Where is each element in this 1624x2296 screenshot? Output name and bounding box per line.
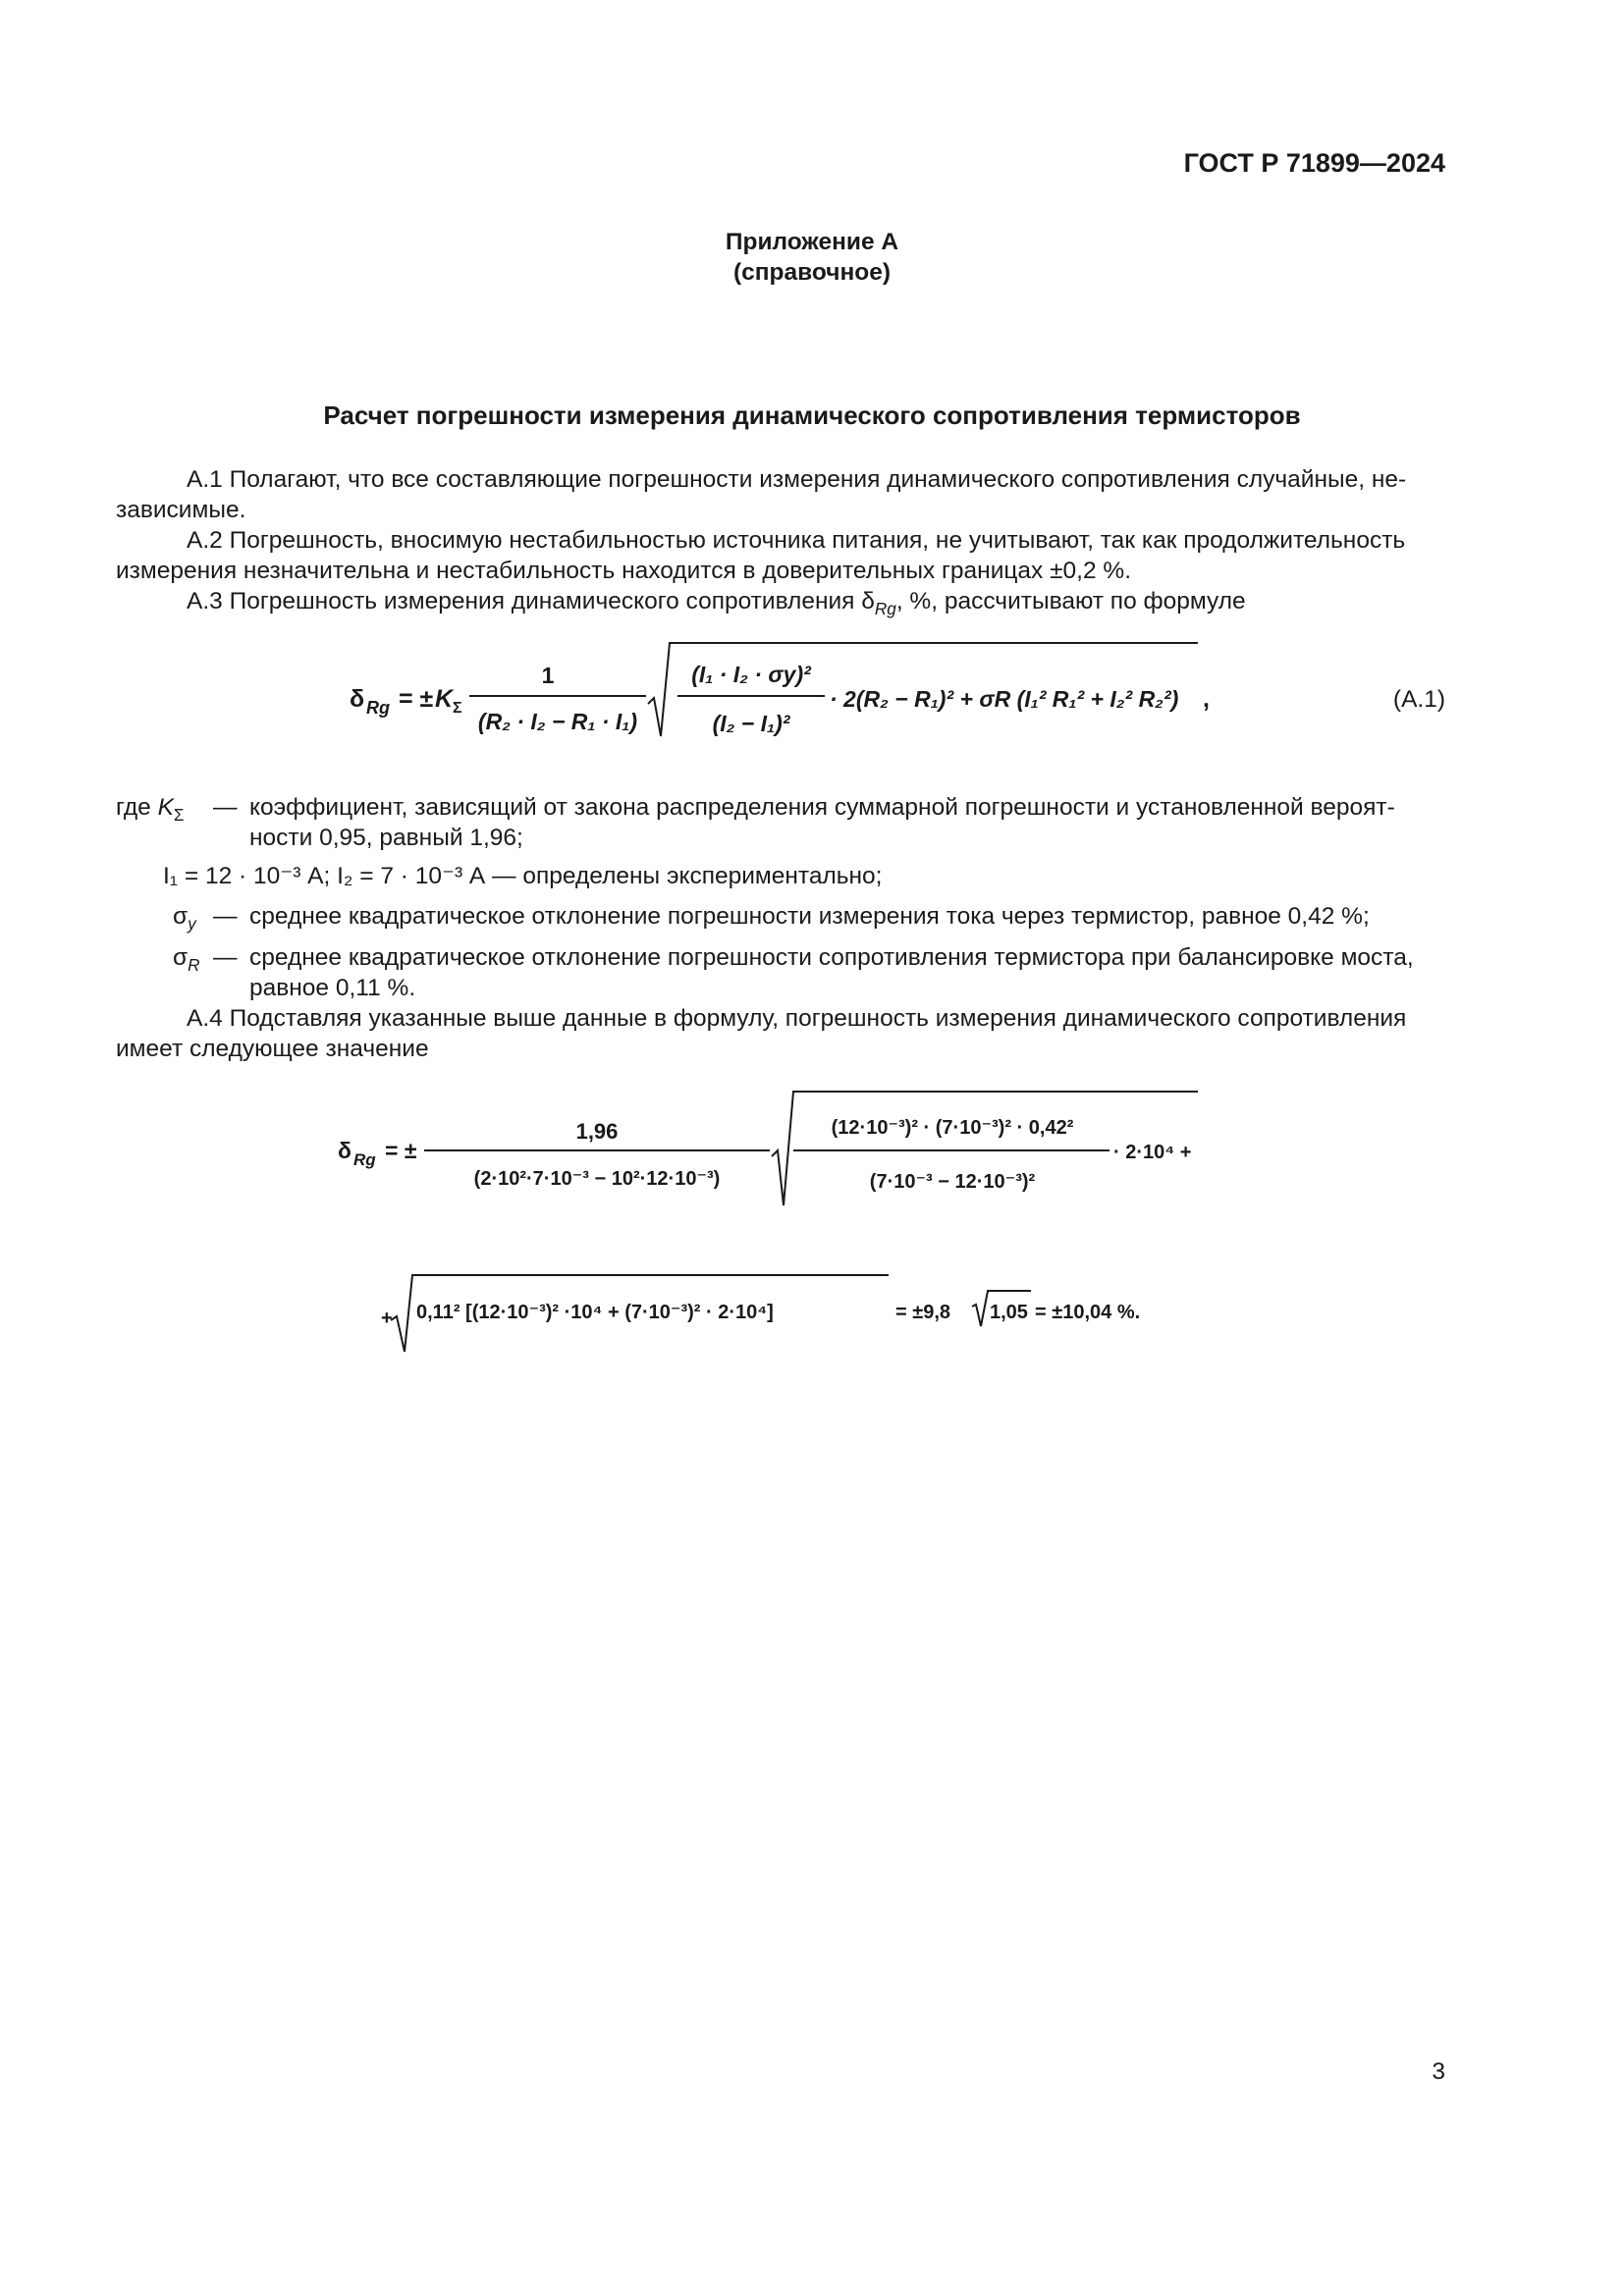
formula-a1-lhs-sub: Rg xyxy=(366,698,390,718)
definition-sigma-r-text-2: равное 0,11 %. xyxy=(249,975,416,1001)
formula-calc-lhs: δ xyxy=(338,1138,352,1163)
formula-a1 xyxy=(334,633,1218,756)
formula-calc-line2 xyxy=(373,1261,1198,1360)
section-title: Расчет погрешности измерения динамического сопротивления термисторов xyxy=(323,400,1301,430)
paragraph-a2-line1: А.2 Погрешность, вносимую нестабильностью источника питания, не учитывают, так как продолжительность xyxy=(187,527,1406,554)
appendix-note: (справочное) xyxy=(732,259,892,286)
formula-a1-sqrt-num: (I₁ · I₂ · σy)² xyxy=(691,662,811,687)
page-number: 3 xyxy=(1432,2058,1445,2085)
formula-a1-lhs: δ xyxy=(350,685,365,713)
paragraph-a4-line1: А.4 Подставляя указанные выше данные в формулу, погрешность измерения динамического сопротивления xyxy=(187,1005,1407,1032)
formula-calc-line2-root: 1,05 xyxy=(990,1302,1028,1323)
formula-a1-k-sub: Σ xyxy=(453,700,462,717)
formula-a1-denominator: (R₂ · I₂ − R₁ · I₁) xyxy=(477,709,638,734)
definition-lead: где xyxy=(116,794,151,821)
paragraph-a1-line2: зависимые. xyxy=(116,497,246,523)
formula-calc-line2-sqrt: 0,11² [(12·10⁻³)² ·10⁴ + (7·10⁻³)² · 2·10⁴] xyxy=(416,1302,774,1323)
formula-calc-lhs-sub: Rg xyxy=(353,1150,376,1169)
formula-calc-line2-result: = ±9,8 xyxy=(895,1302,951,1323)
paragraph-a2-line2: измерения незначительна и нестабильность находится в доверительных границах ±0,2 %. xyxy=(116,558,1132,584)
paragraph-a3 xyxy=(116,586,1443,616)
formula-calc-line1 xyxy=(334,1080,1237,1217)
definition-k-sub: Σ xyxy=(173,804,185,825)
definition-k-text-2: ности 0,95, равный 1,96; xyxy=(249,825,523,851)
formula-calc-line2-lead: + xyxy=(381,1308,393,1329)
paragraph-a1-line1: А.1 Полагают, что все составляющие погрешности измерения динамического сопротивления случайные, не- xyxy=(187,466,1407,493)
formula-a1-number: (А.1) xyxy=(1392,686,1445,713)
definition-sigma-y-symbol: $\sigma_y$ xyxy=(173,903,196,934)
formula-calc-eq: = ± xyxy=(385,1138,417,1163)
definition-currents: I₁ = 12 · 10⁻³ А; I₂ = 7 · 10⁻³ А — определены экспериментально; xyxy=(163,863,883,889)
definition-sigma-r-symbol: $\sigma_R$ xyxy=(173,944,200,975)
definition-sigma-y-text: среднее квадратическое отклонение погрешности измерения тока через термистор, равное 0,42 %; xyxy=(249,903,1370,930)
appendix-title: Приложение А xyxy=(725,229,899,255)
paragraph-a4-line2: имеет следующее значение xyxy=(116,1036,429,1062)
document-number: ГОСТ Р 71899—2024 xyxy=(1183,148,1445,178)
definition-k-sigma xyxy=(116,792,1443,851)
definition-k-text-1: коэффициент, зависящий от закона распределения суммарной погрешности и установленной вероят- xyxy=(249,794,1395,821)
delta-symbol: δ xyxy=(861,588,875,614)
paragraph-a3-tail: , %, рассчитывают по формуле xyxy=(895,588,1246,614)
formula-calc-den: (2·10²·7·10⁻³ − 10²·12·10⁻³) xyxy=(473,1168,721,1190)
definition-sigma-r-dash: — xyxy=(213,944,238,971)
formula-a1-eq: = ± xyxy=(399,685,434,713)
definition-sigma-y-dash: — xyxy=(213,903,238,930)
formula-calc-num: 1,96 xyxy=(575,1119,619,1144)
formula-calc-sqrt-num: (12·10⁻³)² · (7·10⁻³)² · 0,42² xyxy=(831,1117,1074,1139)
formula-a1-comma: , xyxy=(1203,685,1210,713)
definition-sigma-r-text-1: среднее квадратическое отклонение погрешности сопротивления термистора при балансировке моста, xyxy=(249,944,1414,971)
formula-calc-sqrt-den: (7·10⁻³ − 12·10⁻³)² xyxy=(869,1171,1036,1193)
formula-calc-sqrt-tail: · 2·10⁴ + xyxy=(1113,1142,1192,1163)
formula-a1-sqrt-tail: · 2(R₂ − R₁)² + σR (I₁² R₁² + I₂² R₂²) xyxy=(830,686,1179,712)
formula-a1-sqrt-den: (I₂ − I₁)² xyxy=(712,711,790,736)
delta-subscript: Rg xyxy=(874,598,896,618)
definition-k-symbol: K xyxy=(157,794,174,821)
paragraph-a3-text: А.3 Погрешность измерения динамического сопротивления xyxy=(187,588,862,614)
definition-k-dash: — xyxy=(213,794,238,821)
formula-calc-line2-final: = ±10,04 %. xyxy=(1035,1302,1141,1323)
formula-a1-k: K xyxy=(435,685,454,713)
formula-a1-one: 1 xyxy=(541,663,555,688)
